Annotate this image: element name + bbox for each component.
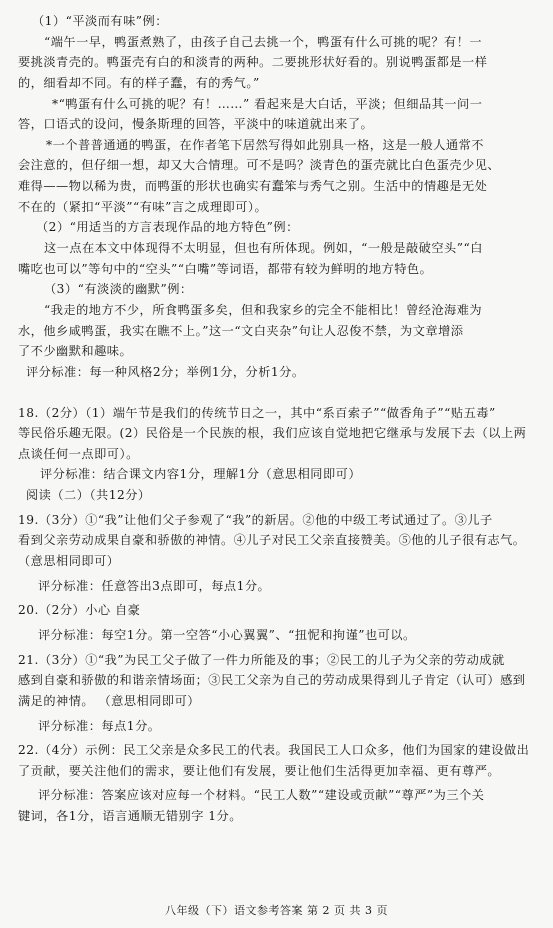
text-line: 21.（3分）①“我”为民工父子做了一件力所能及的事；②民工的儿子为父亲的劳动成就 xyxy=(18,652,505,667)
text-line: 满足的神情。 （意思相同即可） xyxy=(18,693,200,708)
text-line: 22.（4分）示例：民工父亲是众多民工的代表。我国民工人口众多，他们为国家的建设做出 xyxy=(18,743,530,758)
text-line: 这一点在本文中体现得不太明显，但也有所体现。例如，“一般是敲破空头”“白 xyxy=(44,241,483,256)
page-footer: 八年级（下）语文参考答案 第 2 页 共 3 页 xyxy=(165,904,388,917)
text-line: 感到自豪和骄傲的和谐亲情场面；③民工父亲为自己的劳动成果得到儿子肯定（认可）感到 xyxy=(18,673,526,688)
text-line: 水，他乡咸鸭蛋，我实在瞧不上。”这一“文白夹杂”句让人忍俊不禁，为文章增添 xyxy=(18,323,464,338)
text-line: 19.（3分）①“我”让他们父子参观了“我”的新居。②他的中级工考试通过了。③儿子 xyxy=(18,512,493,527)
text-line: 等民俗乐趣无限。(2）民俗是一个民族的根，我们应该自觉地把它继承与发展下去（以上两 xyxy=(18,426,527,441)
text-line: 18.（2分）（1）端午节是我们的传统节日之一，其中“系百索子”“做香角子”“贴五毒” xyxy=(18,405,496,420)
text-line: 答，口语式的设问，慢条斯理的回答，平淡中的味道就出来了。 xyxy=(18,117,374,132)
text-line: 嘴吃也可以”等句中的“空头”“白嘴”等词语，都带有较为鲜明的地方特色。 xyxy=(18,261,433,276)
text-line: （意思相同即可） xyxy=(18,554,120,569)
text-line: “我走的地方不少，所食鸭蛋多矣，但和我家乡的完全不能相比！曾经沧海难为 xyxy=(44,302,483,317)
text-line: 评分标准：每一种风格2分；举例1分，分析1分。 xyxy=(26,364,305,379)
text-line: 的，细看却不同。有的样子蠢，有的秀气。” xyxy=(18,75,260,90)
text-line: 要挑淡青壳的。鸭蛋壳有白的和淡青的两种。二要挑形状好看的。别说鸭蛋都是一样 xyxy=(18,55,488,70)
text-line: 评分标准：每点1分。 xyxy=(38,718,161,733)
text-line: （3）“有淡淡的幽默”例： xyxy=(44,282,193,297)
section-heading: 阅读（二）（共12分） xyxy=(26,488,151,503)
text-line: 了不少幽默和趣味。 xyxy=(18,344,133,359)
text-line: 难得——物以稀为贵，而鸭蛋的形状也确实有蠢笨与秀气之别。生活中的情趣是无处 xyxy=(18,179,488,194)
text-line: *一个普普通通的鸭蛋，在作者笔下居然写得如此别具一格，这是一般人通常不 xyxy=(46,137,484,152)
text-line: “端午一早，鸭蛋煮熟了，由孩子自己去挑一个，鸭蛋有什么可挑的呢？有！一 xyxy=(44,34,483,49)
text-line: 点谈任何一点即可）。 xyxy=(18,446,139,461)
text-line: 会注意的，但仔细一想，却又大合情理。可不是吗？淡青色的蛋壳就比白色蛋壳少见、 xyxy=(18,158,501,173)
text-line: 评分标准：答案应该对应每一个材料。“民工人数”“建设或贡献”“尊严”为三个关 xyxy=(38,788,485,803)
text-line: 不在的（紧扣“平淡”“有味”言之成理即可）。 xyxy=(18,199,268,214)
text-line: 评分标准：任意答出3点即可，每点1分。 xyxy=(38,578,271,593)
text-line: 评分标准：每空1分。第一空答“小心翼翼”、“扭怩和拘谨”也可以。 xyxy=(38,627,416,642)
text-line: 了贡献，要关注他们的需求，要让他们有发展，要让他们生活得更加幸福、更有尊严。 xyxy=(18,763,501,778)
text-line: *“鸭蛋有什么可挑的呢？有！……” 看起来是大白话，平淡；但细品其一问一 xyxy=(52,96,483,111)
text-line: 20.（2分）小心 自豪 xyxy=(18,603,141,618)
text-line: 看到父亲劳动成果自豪和骄傲的神情。④儿子对民工父亲直接赞美。⑤他的儿子很有志气。 xyxy=(18,533,526,548)
text-line: 评分标准：结合课文内容1分，理解1分（意思相同即可） xyxy=(40,467,362,482)
text-line: 键词，各1分，语言通顺无错别字 1分。 xyxy=(18,809,242,824)
text-line: （1）“平淡而有味”例： xyxy=(32,14,168,28)
text-line: （2）“用适当的方言表现作品的地方特色”例： xyxy=(36,220,299,235)
